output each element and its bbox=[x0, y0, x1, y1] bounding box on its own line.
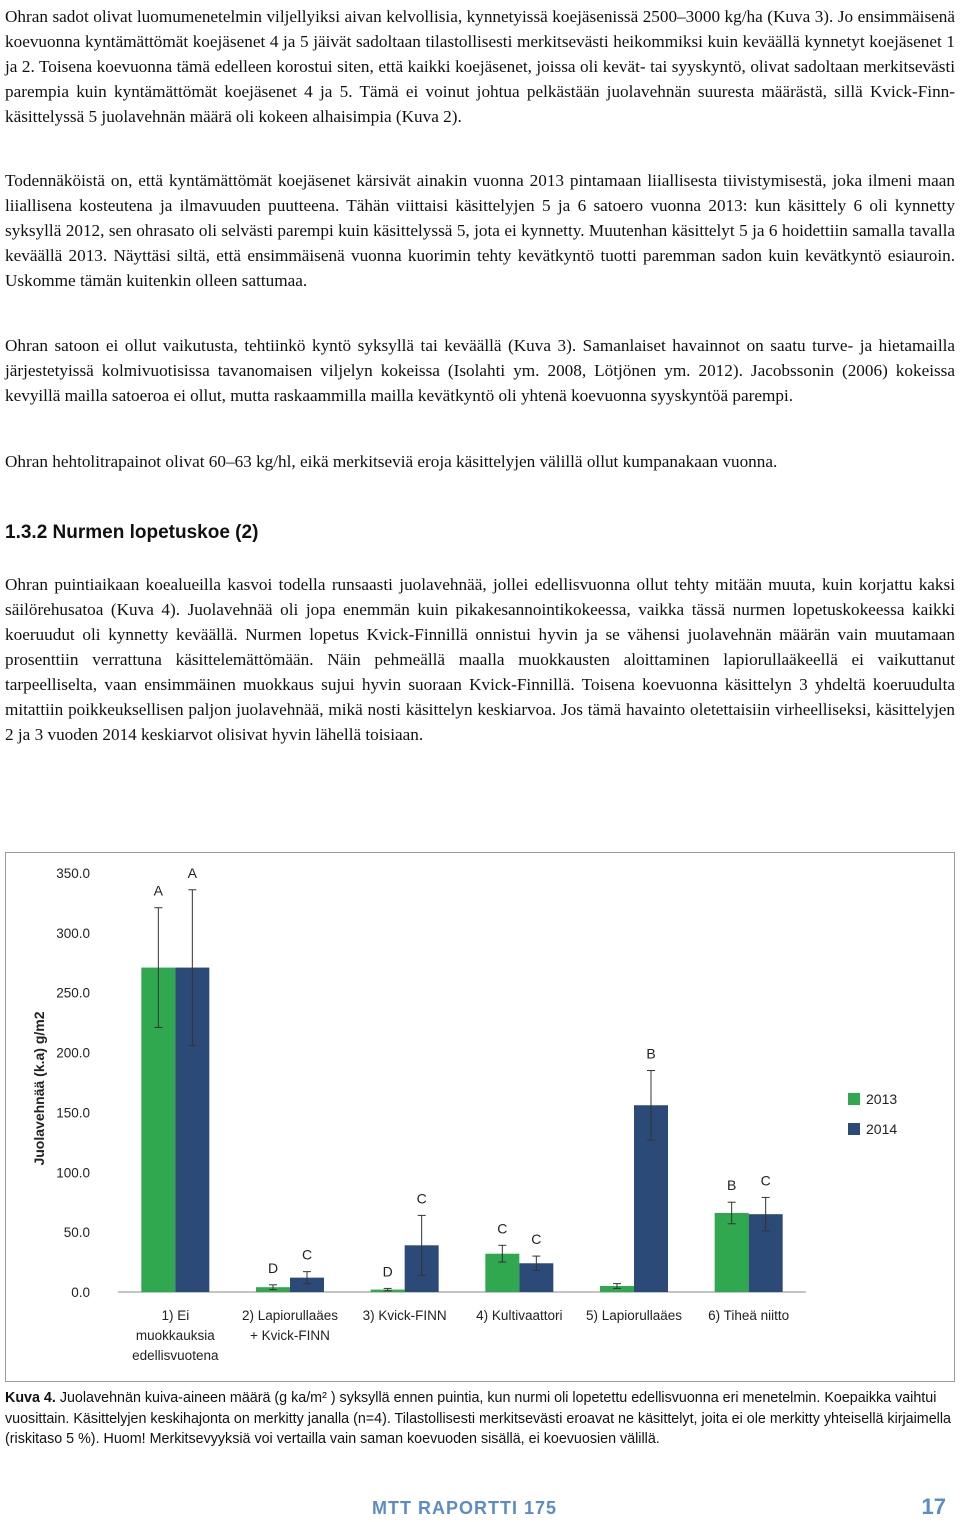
significance-letter: B bbox=[726, 1177, 737, 1194]
bar-2013 bbox=[715, 1213, 749, 1292]
legend-label: 2013 bbox=[866, 1091, 898, 1107]
y-axis-label: Juolavehnää (k.a) g/m2 bbox=[31, 1011, 47, 1166]
paragraph-3: Ohran satoon ei ollut vaikutusta, tehtiinkö kyntö syksyllä tai keväällä (Kuva 3). Samanlaiset havainnot on saatu turve- ja hietamailla järjestetyissä kolmivuotisissa tavanomaisen viljelyn kokeissa (Isolahti ym. 2008, Lötjönen ym. 2012). Jacobssonin (2006) kokeissa kevyillä mailla satoeroa ei ollut, mutta raskaammilla mailla kevätkyntö oli yhtenä koevuonna syyskyntöä parempi. bbox=[5, 336, 955, 405]
significance-letter: C bbox=[531, 1231, 542, 1248]
legend-swatch bbox=[848, 1123, 860, 1135]
figure-caption bbox=[5, 1388, 955, 1450]
legend-label: 2014 bbox=[866, 1121, 898, 1137]
significance-letter: C bbox=[497, 1220, 508, 1237]
significance-letter: D bbox=[267, 1259, 279, 1276]
x-tick-label: edellisvuotena bbox=[132, 1348, 219, 1363]
significance-letter: B bbox=[646, 1045, 656, 1062]
page-number: 17 bbox=[921, 1494, 946, 1519]
y-tick-label: 350.0 bbox=[56, 866, 90, 881]
paragraph-5: Ohran puintiaikaan koealueilla kasvoi todella runsaasti juolavehnää, jollei edellisvuonna ollut tehty mitään muuta, kuin korjattu kaksi säilörehusatoa (Kuva 4). Juolavehnää oli jopa enemmän kuin pikakesannointikokeessa, vaikka tässä nurmen lopetuskokeessa kaikki koeruudut oli kynnetty keväällä. Nurmen lopetus Kvick-Finnillä onnistui hyvin ja se vähensi juolavehnän määrän vain muutamaan prosenttiin verrattuna käsittelemättömään. Näin pehmeällä maalla muokkausten aloittaminen lapiorullaäkeellä ei vaikuttanut tarpeelliselta, vaan ensimmäinen muokkaus sujui hyvin suoraan Kvick-Finnillä. Toisena koevuonna käsittelyn 3 yhdeltä koeruudulta mitattiin poikkeuksellisen paljon juolavehnää, mikä nosti käsittelyn keskiarvoa. Jos tämä havainto oletettaisiin virheelliseksi, käsittelyjen 2 ja 3 vuoden 2014 keskiarvot olisivat hyvin lähellä toisiaan. bbox=[5, 575, 955, 744]
significance-letter: C bbox=[416, 1190, 427, 1207]
y-tick-label: 300.0 bbox=[56, 925, 90, 941]
caption-text: Juolavehnän kuiva-aineen määrä (g ka/m² ) syksyllä ennen puintia, kun nurmi oli lopetettu edellisvuonna eri menetelmin. Koepaikka vaihtui vuosittain. Käsittelyjen keskihajonta on merkitty janalla (n=4). Tilastollisesti merkitsevästi eroavat ne käsittelyt, joita ei ole merkitty yhteisellä kirjaimella (riskitaso 5 %). Huom! Merkitsevyyksiä voi vertailla vain saman koevuoden sisällä, ei koevuosien välillä. bbox=[5, 1390, 951, 1447]
significance-letter: A bbox=[187, 864, 198, 881]
bar-chart bbox=[6, 853, 956, 1383]
paragraph-1: Ohran sadot olivat luomumenetelmin viljellyiksi aivan kelvollisia, kynnetyissä koejäsenissä 2500–3000 kg/ha (Kuva 3). Jo ensimmäisenä koevuonna kyntämättömät koejäsenet 4 ja 5 jäivät sadoltaan tilastollisesti merkitsevästi heikommiksi kuin keväällä kynnetyt koejäsenet 1 ja 2. Toisena koevuonna tämä edelleen korostui siten, että kaikki koejäsenet, joissa oli kevät- tai syyskyntö, olivat sadoltaan merkitsevästi parempia kuin kyntämättömät koejäsenet 4 ja 5. Tämä ei voinut johtua pelkästään juolavehnän suuresta määrästä, sillä Kvick-Finn-käsittelyssä 5 juolavehnän määrä oli kokeen alhaisimpia (Kuva 2). bbox=[5, 7, 955, 126]
y-tick-label: 100.0 bbox=[56, 1165, 90, 1181]
significance-letter: C bbox=[760, 1172, 771, 1189]
y-tick-label: 250.0 bbox=[56, 985, 90, 1001]
paragraph-2: Todennäköistä on, että kyntämättömät koejäsenet kärsivät ainakin vuonna 2013 pintamaan liiallisesta tiivistymisestä, joka ilmeni maan liiallisena kosteutena ja ilmavuuden puutteena. Tähän viittaisi käsittelyjen 5 ja 6 satoero vuonna 2013: kun käsittely 6 oli kynnetty syksyllä 2012, sen ohrasato oli selvästi parempi kuin käsittelyssä 5, jota ei kynnetty. Muutenhan käsittelyt 5 ja 6 hoidettiin samalla tavalla keväällä 2013. Näyttäsi siltä, että ensimmäisenä vuonna kuorimin tehty kevätkyntö tuotti paremman sadon kuin kevätkyntö esiauroin. Uskomme tämän kuitenkin olleen sattumaa. bbox=[5, 171, 955, 290]
significance-letter: C bbox=[301, 1246, 313, 1263]
significance-letter: D bbox=[382, 1263, 393, 1280]
x-tick-label: 5) Lapiorullaäes bbox=[585, 1308, 683, 1323]
y-tick-label: 50.0 bbox=[63, 1225, 90, 1241]
section-heading: 1.3.2 Nurmen lopetuskoe (2) bbox=[5, 522, 259, 543]
y-tick-label: 0.0 bbox=[71, 1285, 90, 1300]
y-tick-label: 150.0 bbox=[56, 1105, 90, 1121]
paragraph-4: Ohran hehtolitrapainot olivat 60–63 kg/hl, eikä merkitseviä eroja käsittelyjen välillä ollut kumpanakaan vuonna. bbox=[5, 452, 778, 471]
footer-brand: MTT RAPORTTI 175 bbox=[372, 1498, 558, 1518]
x-tick-label: 3) Kvick-FINN bbox=[362, 1308, 447, 1323]
legend-swatch bbox=[848, 1093, 860, 1105]
x-tick-label: 1) Ei bbox=[161, 1308, 190, 1323]
x-tick-label: 6) Tiheä niitto bbox=[708, 1308, 790, 1323]
figure-chart bbox=[5, 852, 955, 1382]
x-tick-label: muokkauksia bbox=[135, 1328, 215, 1343]
x-tick-label: 2) Lapiorullaäes bbox=[241, 1308, 339, 1323]
x-tick-label: + Kvick-FINN bbox=[250, 1328, 330, 1343]
x-tick-label: 4) Kultivaattori bbox=[476, 1308, 563, 1323]
caption-label: Kuva 4. bbox=[5, 1390, 56, 1406]
y-tick-label: 200.0 bbox=[56, 1045, 90, 1061]
significance-letter: A bbox=[153, 882, 164, 899]
